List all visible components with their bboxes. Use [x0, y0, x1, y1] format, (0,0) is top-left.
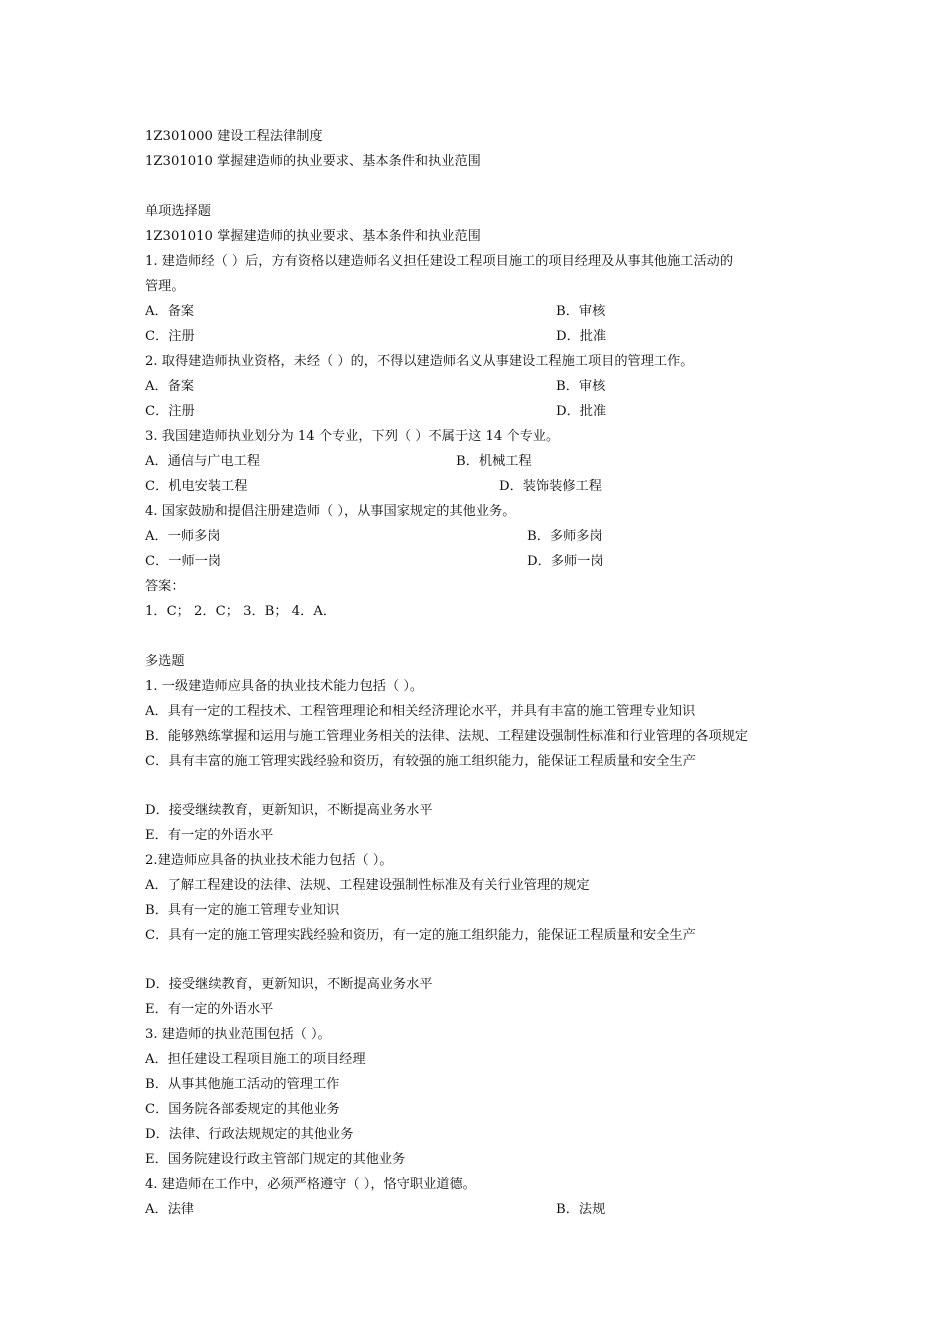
sq2-option-a: A．备案: [145, 379, 195, 394]
mq2-option-d: D．接受继续教育，更新知识，不断提高业务水平: [145, 977, 433, 992]
mq4-option-a: A．法律: [145, 1202, 195, 1217]
mq4-stem: 4. 建造师在工作中，必须严格遵守（ ），恪守职业道德。: [145, 1177, 476, 1192]
mq1-option-b: B．能够熟练掌握和运用与施工管理业务相关的法律、法规、工程建设强制性标准和行业管理的各项规定: [145, 729, 749, 744]
answer-label: 答案：: [145, 579, 185, 594]
mq2-option-b: B．具有一定的施工管理专业知识: [145, 903, 340, 918]
sq3-stem: 3. 我国建造师执业划分为 14 个专业，下列（ ）不属于这 14 个专业。: [145, 429, 560, 444]
sq4-option-b: B．多师多岗: [527, 529, 603, 544]
sq1-option-d: D．批准: [556, 329, 607, 344]
sq4-stem: 4. 国家鼓励和提倡注册建造师（ ），从事国家规定的其他业务。: [145, 504, 516, 519]
sq3-option-a: A．通信与广电工程: [145, 454, 261, 469]
multi-choice-heading: 多选题: [145, 654, 185, 669]
mq2-option-e: E．有一定的外语水平: [145, 1002, 274, 1017]
single-choice-heading: 单项选择题: [145, 204, 211, 219]
sq2-option-b: B．审核: [556, 379, 606, 394]
single-choice-subheading: 1Z301010 掌握建造师的执业要求、基本条件和执业范围: [145, 229, 481, 244]
mq4-option-b: B．法规: [556, 1202, 606, 1217]
sq3-option-d: D．装饰装修工程: [499, 479, 602, 494]
mq2-stem: 2.建造师应具备的执业技术能力包括（ ）。: [145, 853, 393, 868]
sq1-stem-cont: 管理。: [145, 279, 185, 294]
answer-list: 1．C； 2．C； 3．B； 4．A．: [145, 604, 337, 619]
sq2-stem: 2. 取得建造师执业资格，未经（ ）的，不得以建造师名义从事建设工程施工项目的管理工作。: [145, 354, 694, 369]
chapter-code: 1Z301000 建设工程法律制度: [145, 129, 323, 144]
sq4-option-c: C．一师一岗: [145, 554, 222, 569]
mq2-option-c: C．具有一定的施工管理实践经验和资历，有一定的施工组织能力，能保证工程质量和安全生产: [145, 928, 696, 943]
mq3-option-d: D．法律、行政法规规定的其他业务: [145, 1127, 354, 1142]
mq1-stem: 1. 一级建造师应具备的执业技术能力包括（ ）。: [145, 679, 424, 694]
mq3-option-b: B．从事其他施工活动的管理工作: [145, 1077, 340, 1092]
sq1-stem: 1. 建造师经（ ）后，方有资格以建造师名义担任建设工程项目施工的项目经理及从事其他施工活动的: [145, 254, 734, 269]
mq3-option-e: E．国务院建设行政主管部门规定的其他业务: [145, 1152, 406, 1167]
section-code: 1Z301010 掌握建造师的执业要求、基本条件和执业范围: [145, 154, 481, 169]
mq3-option-c: C．国务院各部委规定的其他业务: [145, 1102, 340, 1117]
mq1-option-c: C．具有丰富的施工管理实践经验和资历，有较强的施工组织能力，能保证工程质量和安全生产: [145, 754, 696, 769]
sq4-option-d: D．多师一岗: [527, 554, 604, 569]
sq1-option-a: A．备案: [145, 304, 195, 319]
sq1-option-b: B．审核: [556, 304, 606, 319]
sq3-option-b: B．机械工程: [456, 454, 532, 469]
sq2-option-c: C．注册: [145, 404, 195, 419]
mq1-option-a: A．具有一定的工程技术、工程管理理论和相关经济理论水平，并具有丰富的施工管理专业知识: [145, 704, 696, 719]
sq1-option-c: C．注册: [145, 329, 195, 344]
mq3-stem: 3. 建造师的执业范围包括（ ）。: [145, 1027, 331, 1042]
mq1-option-d: D．接受继续教育，更新知识，不断提高业务水平: [145, 803, 433, 818]
mq3-option-a: A．担任建设工程项目施工的项目经理: [145, 1052, 366, 1067]
sq2-option-d: D．批准: [556, 404, 607, 419]
sq3-option-c: C．机电安装工程: [145, 479, 248, 494]
mq2-option-a: A．了解工程建设的法律、法规、工程建设强制性标准及有关行业管理的规定: [145, 878, 590, 893]
mq1-option-e: E．有一定的外语水平: [145, 828, 274, 843]
sq4-option-a: A．一师多岗: [145, 529, 221, 544]
